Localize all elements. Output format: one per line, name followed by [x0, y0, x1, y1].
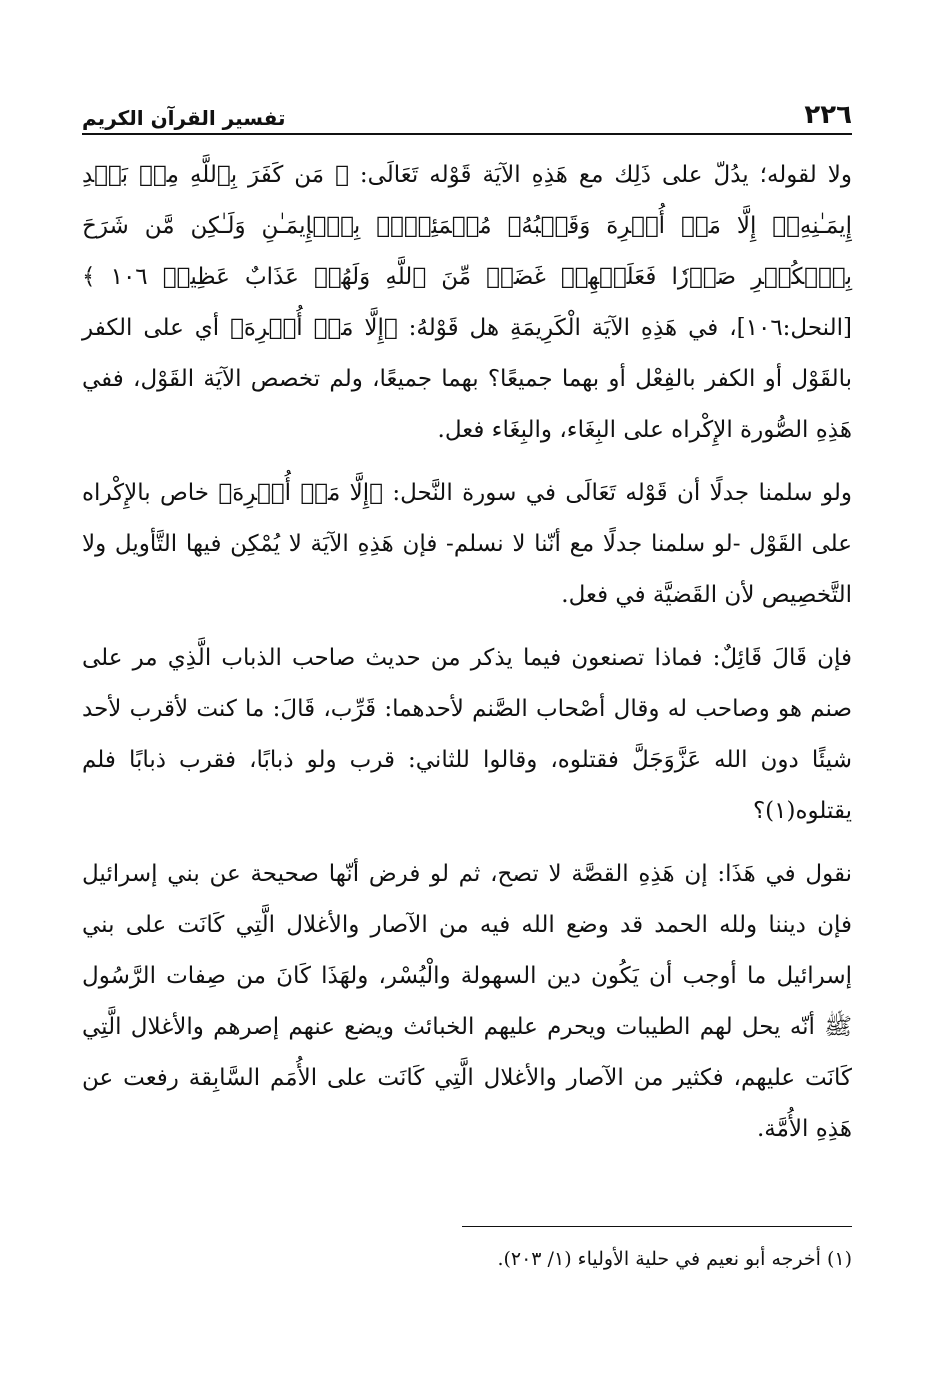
paragraph-1: ولا لقوله؛ يدُلّ على ذَلِك مع هَذِهِ الآيَة قَوْله تَعَالَى: ﴿ مَن كَفَرَ بِٱللَّهِ مِنۢ بَعۡدِ إِيمَـٰنِهِۦٓ إِلَّا مَنۡ أُكۡرِهَ وَقَلۡبُهُۥ مُطۡمَئِنُّۢ بِٱلۡإِيمَـٰنِ وَلَـٰكِن مَّن شَرَحَ بِٱلۡكُفۡرِ صَدۡرٗا فَعَلَيۡهِمۡ غَضَبٞ مِّنَ ٱللَّهِ وَلَهُمۡ عَذَابٌ عَظِيمٞ ١٠٦ ﴾ [النحل:١٠٦]، في هَذِهِ الآيَة الْكَرِيمَةِ هل قَوْلهُ: ﴿إِلَّا مَنۡ أُكۡرِهَ﴾ أي على الكفر بالقَوْل أو الكفر بالفِعْل أو بهما جميعًا؟ بهما جميعًا، ولم تخصص الآيَة القَوْل، ففي هَذِهِ الصُّورة الإِكْراه على البِغَاء، والبِغَاء فعل.	[82, 162, 852, 443]
book-title: تفسير القرآن الكريم	[82, 106, 286, 130]
page-header	[82, 90, 852, 130]
page-body	[82, 150, 852, 1167]
paragraph-2: ولو سلمنا جدلًا أن قَوْله تَعَالَى في سورة النَّحل: ﴿إِلَّا مَنۡ أُكۡرِهَ﴾ خاص بالإِكْراه على القَوْل -لو سلمنا جدلًا مع أنّنا لا نسلم- فإن هَذِهِ الآيَة لا يُمْكِن فيها التَّأويل ولا التَّخصِيص لأن القَضيَّة في فعل.	[82, 480, 852, 608]
page-number: ٢٢٦	[804, 100, 852, 130]
header-divider	[82, 133, 852, 135]
footnote-divider	[462, 1226, 852, 1227]
paragraph-3: فإن قَالَ قَائِلٌ: فماذا تصنعون فيما يذكر من حديث صاحب الذباب الَّذِي مر على صنم هو وصاحب له وقال أصْحاب الصَّنم لأحدهما: قَرِّب، قَالَ: ما كنت لأقرب لأحد شيئًا دون الله عَزَّوَجَلَّ فقتلوه، وقالوا للثاني: قرب ولو ذبابًا، فقرب ذبابًا فلم يقتلوه(١)؟	[82, 645, 852, 824]
footnote: (١) أخرجه أبو نعيم في حلية الأولياء (١/ ٢٠٣).	[497, 1248, 852, 1270]
paragraph-4: نقول في هَذَا: إن هَذِهِ القصَّة لا تصح، ثم لو فرض أنّها صحيحة عن بني إسرائيل فإن ديننا ولله الحمد قد وضع الله فيه من الآصار والأغلال الَّتِي كَانَت على بني إسرائيل ما أوجب أن يَكُون دين السهولة والْيُسْر، ولهَذَا كَانَ من صِفات الرَّسُول ﷺ أنّه يحل لهم الطيبات ويحرم عليهم الخبائث ويضع عنهم إصرهم والأغلال الَّتِي كَانَت عليهم، فكثير من الآصار والأغلال الَّتِي كَانَت على الأُمَم السَّابِقة رفعت عن هَذِهِ الأُمَّة.	[82, 861, 852, 1142]
